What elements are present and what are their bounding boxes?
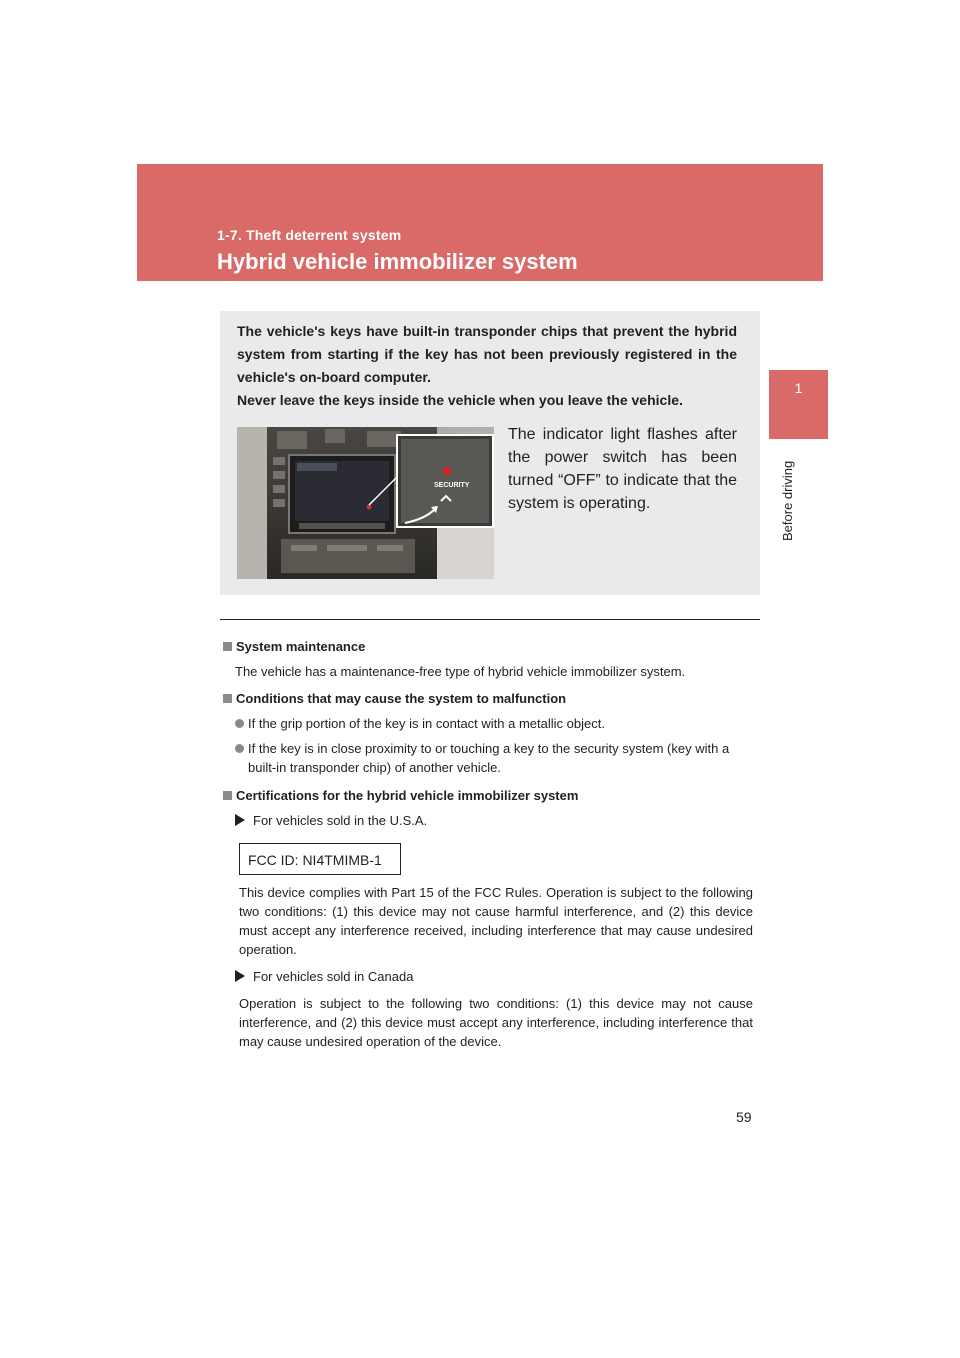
dashboard-photo [237, 427, 494, 579]
intro-paragraph: The vehicle's keys have built-in transponder chips that prevent the hybrid system from starting if the key has not been previously registered in the vehicle's on-board computer. [237, 323, 737, 385]
intro-text [237, 320, 737, 412]
square-bullet-icon [223, 642, 232, 651]
intro-warning: Never leave the keys inside the vehicle when you leave the vehicle. [237, 392, 683, 408]
conditions-section [223, 689, 753, 777]
canada-compliance-text: Operation is subject to the following two conditions: (1) this device may not cause interference, and (2) this device must accept any interference, including interference that may cause undesired operation of the device. [239, 996, 753, 1049]
maintenance-section [223, 637, 753, 681]
conditions-heading: Conditions that may cause the system to malfunction [223, 689, 753, 708]
round-bullet-icon [235, 744, 244, 753]
certifications-section [223, 786, 753, 830]
security-label: SECURITY [434, 482, 470, 489]
maintenance-body: The vehicle has a maintenance-free type of hybrid vehicle immobilizer system. [235, 664, 686, 679]
certifications-heading: Certifications for the hybrid vehicle immobilizer system [223, 786, 753, 805]
arrow-right-icon [235, 970, 245, 982]
list-item: If the key is in close proximity to or touching a key to the security system (key with a built-in transponder chip) of another vehicle. [223, 739, 753, 777]
canada-label: For vehicles sold in Canada [235, 967, 765, 986]
usa-label: For vehicles sold in the U.S.A. [223, 811, 753, 830]
chapter-number: 1 [794, 380, 803, 396]
photo-caption: The indicator light flashes after the power switch has been turned “OFF” to indicate that the system is operating. [508, 426, 737, 512]
section-label: 1-7. Theft deterrent system [217, 227, 402, 243]
round-bullet-icon [235, 719, 244, 728]
usa-compliance-text: This device complies with Part 15 of the FCC Rules. Operation is subject to the following two conditions: (1) this device may not cause harmful interference, and (2) this device must accept any interference received, including interference that may cause undesired operation. [239, 885, 753, 957]
square-bullet-icon [223, 694, 232, 703]
chapter-label: Before driving [780, 460, 795, 541]
arrow-right-icon [235, 814, 245, 826]
page-title: Hybrid vehicle immobilizer system [217, 249, 578, 274]
fcc-id-box: FCC ID: NI4TMIMB-1 [239, 843, 401, 875]
divider [220, 619, 760, 620]
square-bullet-icon [223, 791, 232, 800]
list-item: If the grip portion of the key is in contact with a metallic object. [223, 714, 753, 733]
page-number: 59 [736, 1109, 752, 1125]
maintenance-heading: System maintenance [223, 637, 753, 656]
